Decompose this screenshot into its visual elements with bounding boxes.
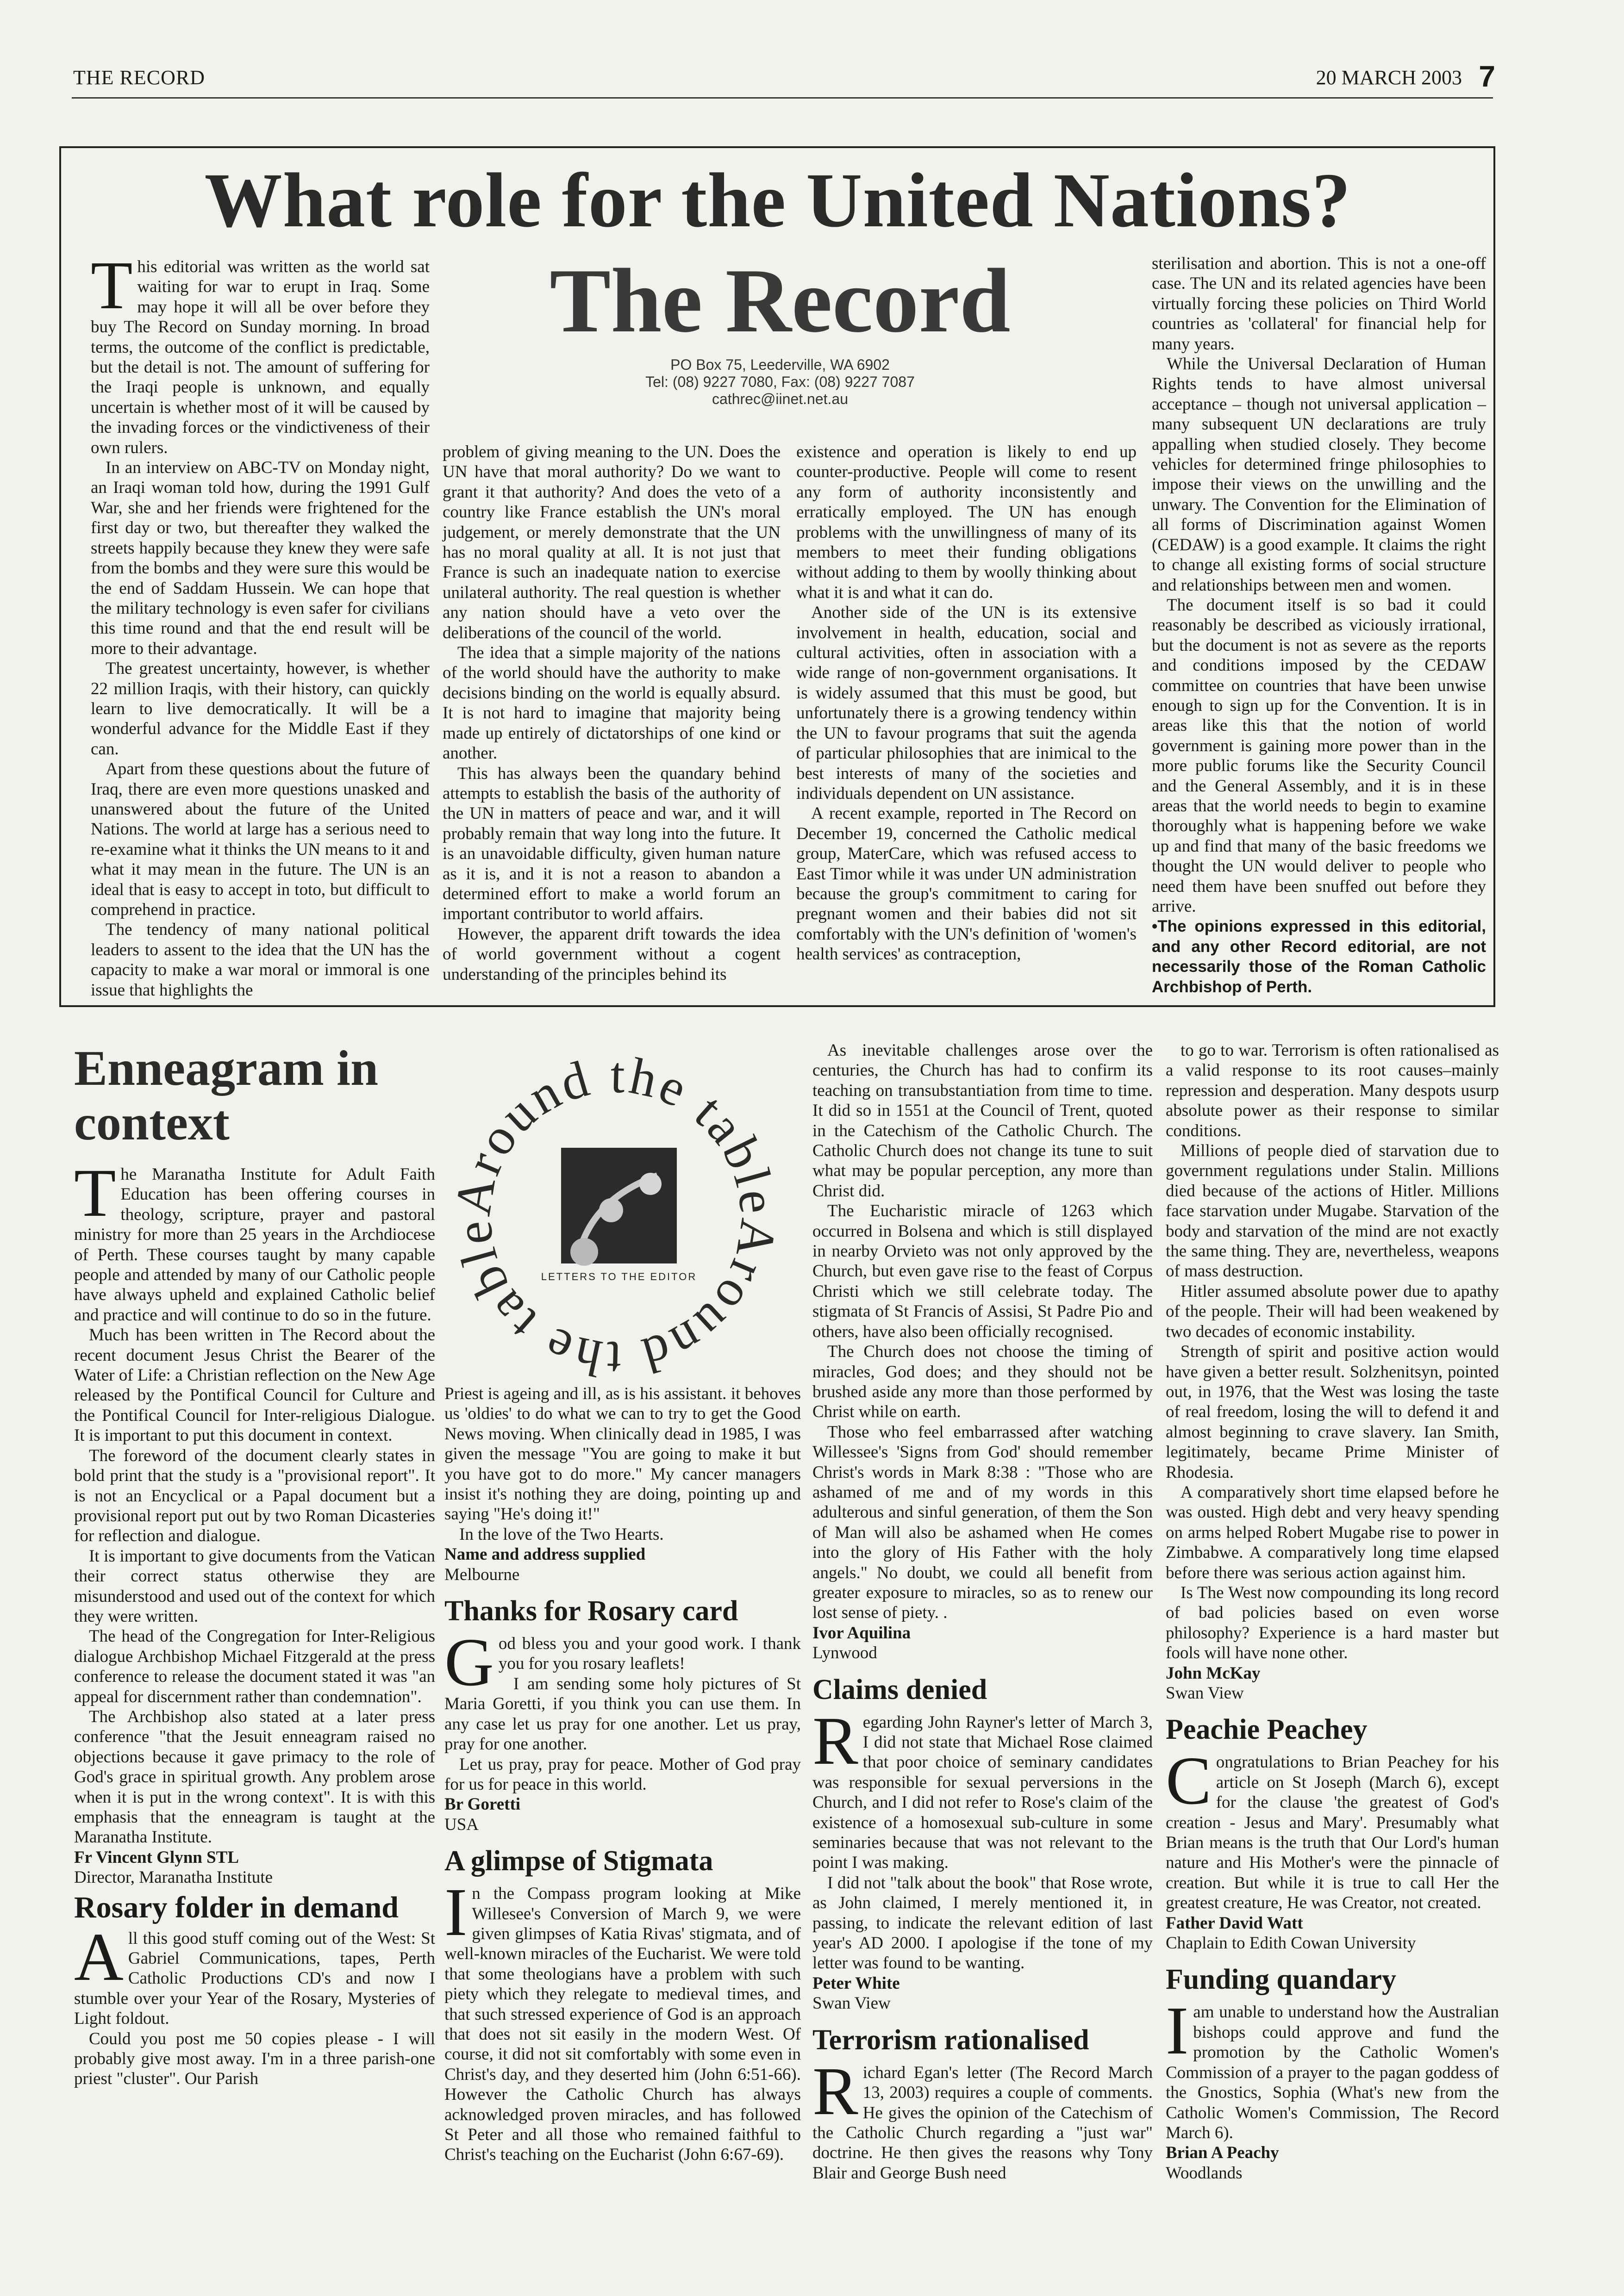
- editorial-paragraph: Another side of the UN is its extensive involvement in health, education, social and cultural activities, often in association with a wide range of non-government organisations. It is widely assumed that this must be good, but unfortunately there is a growing tendency within the UN to favour programs that suit the agenda of particular philosophies that are inimical to the best interests of many of the societies and individuals dependent on UN assistance.: [796, 603, 1137, 803]
- around-the-table-logo: [440, 1037, 792, 1379]
- letter-paragraph: A comparatively short time elapsed before he was ousted. High debt and very heavy spending on arms helped Robert Mugabe rise to power in Zimbabwe. A comparatively long time elapsed before there was serious action against him.: [1166, 1482, 1499, 1582]
- editorial-paragraph: sterilisation and abortion. This is not a one-off case. The UN and its related agencies have been virtually forcing these policies on Third World countries as 'collateral' for financial help for many years.: [1152, 254, 1486, 354]
- letter-paragraph: to go to war. Terrorism is often rationalised as a valid response to its root causes–mainly repression and desperation. Many despots usurp absolute power as their response to similar conditions.: [1166, 1041, 1499, 1140]
- letter-paragraph: I am unable to understand how the Australian bishops could approve and fund the promotion by the Catholic Women's Commission of a prayer to the pagan goddess of the Gnostics, Sophia (What's new from the Catholic Women's Commission, The Record March 6).: [1166, 1993, 1499, 2142]
- letters-column-a: [74, 1041, 435, 2089]
- letter-paragraph: Much has been written in The Record about the recent document Jesus Christ the Bearer of the Water of Life: a Christian reflection on the New Age released by the Pontifical Council for Culture and the Pontifical Council for Inter-religious Dialogue. It is important to put this document in context.: [74, 1325, 435, 1445]
- letter-paragraph: In the love of the Two Hearts.: [459, 1524, 664, 1544]
- page-number: 7: [1479, 60, 1495, 93]
- letter-paragraph: As inevitable challenges arose over the centuries, the Church has had to confirm its teaching on transubstantiation from time to time. It did so in 1551 at the Council of Trent, quoted in the Catechism of the Catholic Church. The Catholic Church does not change its tune to suit what may be popular perception, any more than Christ did.: [812, 1041, 1153, 1201]
- letters-column-c: [812, 1040, 1153, 2183]
- letter-paragraph: Millions of people died of starvation due to government regulations under Stalin. Millions died because of the actions of Hitler. Millions face starvation under Mugabe. Starvation of the body and starvation of the mind are not exactly the same thing. They are, nevertheless, weapons of mass destruction.: [1166, 1141, 1499, 1281]
- editorial-paragraph: Apart from these questions about the future of Iraq, there are even more questions unasked and unanswered about the future of the United Nations. The world at large has a serious need to re-examine what it thinks the UN means to it and what it may mean in the future. The UN is an ideal that is easy to accept in toto, but difficult to comprehend in practice.: [91, 759, 430, 919]
- logo-dot: [599, 1198, 623, 1222]
- letter-paragraph: The Maranatha Institute for Adult Faith Education has been offering courses in theology, scripture, prayer and pastoral ministry for more than 25 years in the Archdiocese of Perth. These courses taught by many capable people and attended by many of our Catholic people have always upheld and explained Catholic belief and practice and will continue to do so in the future.: [74, 1155, 435, 1325]
- letter-signature: Fr Vincent Glynn STL: [74, 1848, 239, 1867]
- editorial-column-2: [443, 442, 781, 984]
- masthead: The Record: [550, 250, 1011, 351]
- letter-paragraph: Hitler assumed absolute power due to apathy of the people. Their will had been weakened by two decades of economic instability.: [1166, 1282, 1499, 1341]
- thanks-rosary-headline: Thanks for Rosary card: [444, 1595, 738, 1627]
- letter-paragraph: Let us pray, pray for peace. Mother of God pray for us for peace in this world.: [444, 1755, 801, 1794]
- logo-dot: [570, 1238, 598, 1266]
- letter-place: Lynwood: [812, 1643, 877, 1663]
- editorial-paragraph: The document itself is so bad it could reasonably be described as viciously irrational, but the document is not as severe as the reports and conditions imposed by the CEDAW committee on countries that have been unwise enough to sign up for the Convention. It is in areas like this that the notion of world government is gaining more power than in the more public forums like the Security Council and the General Assembly, and it is in these areas that the world needs to begin to examine thoroughly what is happening before we wake up and find that many of the basic freedoms we thought the UN would deliver to people who need them have been snuffed out before they arrive.: [1152, 595, 1486, 916]
- ring-text-bottom: Around the table: [444, 1215, 788, 1379]
- contact-phone: Tel: (08) 9227 7080, Fax: (08) 9227 7087: [645, 373, 915, 390]
- editorial-column-1: [91, 248, 430, 1000]
- letter-paragraph: All this good stuff coming out of the West: St Gabriel Communications, tapes, Perth Catholic Productions CD's and now I stumble over your Year of the Rosary, Mysteries of Light foldout.: [74, 1919, 435, 2028]
- letter-paragraph: The foreword of the document clearly states in bold print that the study is a "provisional report". It is not an Encyclical or a Papal document but a provisional report put out by two Roman Dicasteries for reflection and dialogue.: [74, 1446, 435, 1546]
- editorial-paragraph: The tendency of many national political leaders to assent to the idea that the UN has the capacity to make a war moral or immoral is one issue that highlights the: [91, 920, 430, 1000]
- editorial-disclaimer: •The opinions expressed in this editorial, and any other Record editorial, are not necessarily those of the Roman Catholic Archbishop of Perth.: [1152, 917, 1486, 996]
- editorial-paragraph: This has always been the quandary behind attempts to establish the basis of the authority of the UN in matters of peace and war, and it will probably remain that way long into the future. It is an unavoidable difficulty, given human nature as it is, and it is not a reason to abandon a determined effort to make a world forum an important contributor to world affairs.: [443, 764, 781, 924]
- letter-paragraph: I am sending some holy pictures of St Maria Goretti, if you think you can use them. In any case let us pray for one another. Let us pray, pray for one another.: [444, 1674, 801, 1754]
- editorial-paragraph: A recent example, reported in The Record on December 19, concerned the Catholic medical group, MaterCare, which was refused access to East Timor while it was under UN administration because the group's commitment to caring for pregnant women and their babies did not sit comfortably with the UN's definition of 'women's health services' as contraception,: [796, 804, 1137, 964]
- letter-signature: John McKay: [1166, 1663, 1261, 1683]
- letters-column-b: [444, 1384, 801, 2165]
- around-the-table-graphic: [440, 1037, 792, 1379]
- editorial-paragraph: This editorial was written as the world sat waiting for war to erupt in Iraq. Some may hope it will all be over before they buy The Record on Sunday morning. In broad terms, the outcome of the conflict is predictable, but the detail is not. The amount of suffering for the Iraqi people is unknown, and equally uncertain is whether most of it will be caused by the invading forces or the vindictiveness of their own rulers.: [91, 248, 430, 457]
- letter-signature: Name and address supplied: [444, 1545, 646, 1564]
- editorial-column-3: [796, 442, 1137, 964]
- letters-column-d: [1166, 1040, 1499, 2183]
- letter-place: Swan View: [812, 1994, 891, 2013]
- letter-signature: Father David Watt: [1166, 1913, 1303, 1933]
- letter-paragraph: God bless you and your good work. I thank you for you rosary leaflets!: [444, 1624, 801, 1701]
- letter-signature: Peter White: [812, 1973, 900, 1993]
- editorial-paragraph: While the Universal Declaration of Human Rights tends to have almost universal acceptance – though not universal application – many subsequent UN declarations are truly appalling when studied closely. They become vehicles for determined fringe philosophies to impose their views on the unwilling and the unwary. The Convention for the Elimination of all forms of Discrimination against Women (CEDAW) is a good example. It claims the right to change all existing forms of social structure and relationships between men and women.: [1152, 355, 1486, 595]
- letter-place: Chaplain to Edith Cowan University: [1166, 1934, 1416, 1953]
- letter-paragraph: Richard Egan's letter (The Record March 13, 2003) requires a couple of comments. He gives the opinion of the Catechism of the Catholic Church regarding a "just war" doctrine. He then gives the reasons why Tony Blair and George Bush need: [812, 2053, 1153, 2183]
- contact-email: cathrec@iinet.net.au: [712, 391, 848, 407]
- letter-paragraph: It is important to give documents from the Vatican their correct status otherwise they are misunderstood and used out of the context for which they were written.: [74, 1546, 435, 1626]
- letter-place: USA: [444, 1815, 479, 1834]
- letter-signature: Ivor Aquilina: [812, 1623, 911, 1643]
- letter-paragraph: Strength of spirit and positive action would have given a better result. Solzhenitsyn, pointed out, in 1976, that the West was losing the taste of real freedom, losing the will to defend it and almost beginning to crave slavery. Ian Smith, legitimately, became Prime Minister of Rhodesia.: [1166, 1342, 1499, 1482]
- letter-paragraph: The Church does not choose the timing of miracles, God does; and they should not be brushed aside any more than those performed by Christ while on earth.: [812, 1342, 1153, 1422]
- logo-dot: [639, 1173, 662, 1195]
- contact-block: [544, 356, 1016, 408]
- letter-place: Woodlands: [1166, 2163, 1243, 2183]
- editorial-column-4: [1152, 254, 1486, 997]
- letter-signature: Br Goretti: [444, 1795, 521, 1814]
- funding-headline: Funding quandary: [1166, 1964, 1396, 1996]
- letter-paragraph: Is The West now compounding its long record of bad policies based on even worse philosophy? Experience is a hard master but fools will have none other.: [1166, 1583, 1499, 1663]
- letter-paragraph: Could you post me 50 copies please - I will probably give most away. I'm in a three parish-one priest "cluster". Our Parish: [74, 2029, 435, 2089]
- letter-place: Swan View: [1166, 1684, 1244, 1703]
- claims-denied-headline: Claims denied: [812, 1674, 987, 1705]
- letter-paragraph: Congratulations to Brian Peachey for his article on St Joseph (March 6), except for the clause 'the greatest of God's creation - Jesus and Mary'. Presumably what Brian means is the truth that Our Lord's human nature and His Mother's were the pinnacle of creation. But while it is true to call Her the greatest creature, He was Creator, not created.: [1166, 1743, 1499, 1913]
- peachie-headline: Peachie Peachey: [1166, 1714, 1368, 1746]
- letter-paragraph: Regarding John Rayner's letter of March 3, I did not state that Michael Rose claimed that poor choice of seminary candidates was responsible for sexual perversions in the Church, and I did not refer to Rose's claim of the existence of a homosexual sub-culture in some seminaries because that was not relevant to the point I was making.: [812, 1703, 1153, 1873]
- letter-paragraph: I did not "talk about the book" that Rose wrote, as John claimed, I merely mentioned it, in passing, to indicate the relevant edition of last year's AD 2000. I apologise if the tone of my letter was found to be wanting.: [812, 1873, 1153, 1973]
- letter-paragraph: The Eucharistic miracle of 1263 which occurred in Bolsena and which is still displayed in nearby Orvieto was not only approved by the Church, but even gave rise to the feast of Corpus Christi which we still celebrate today. The stigmata of St Francis of Assisi, St Padre Pio and others, have also been officially recognised.: [812, 1201, 1153, 1341]
- editorial-headline: What role for the United Nations?: [204, 157, 1351, 243]
- terrorism-headline: Terrorism rationalised: [812, 2024, 1089, 2056]
- running-header: [73, 60, 1499, 93]
- publication-name: THE RECORD: [73, 66, 205, 89]
- editorial-paragraph: existence and operation is likely to end up counter-productive. People will come to resent any form of authority inconsistently and erratically employed. The UN has enough problems with the unwillingness of many of its members to meet their funding obligations without adding to them by woolly thinking about what it is and what it can do.: [796, 442, 1137, 602]
- enneagram-headline: Enneagram in context: [74, 1041, 379, 1151]
- letter-paragraph: Priest is ageing and ill, as is his assistant. it behoves us 'oldies' to do what we can to try to get the Good News moving. When clinically dead in 1985, I was given the message "You are going to make it but you have got to do more." My cancer managers insist it's nothing they are doing, pointing up and saying "He's doing it!": [444, 1384, 801, 1524]
- letter-paragraph: The Archbishop also stated at a later press conference "that the Jesuit enneagram raised no objections because it gave primacy to the role of God's grace in spiritual growth. Any problem arose when it is put in the wrong context". It is with this emphasis that the enneagram is taught at the Maranatha Institute.: [74, 1707, 435, 1847]
- rosary-folder-headline: Rosary folder in demand: [74, 1890, 399, 1924]
- letter-paragraph: In the Compass program looking at Mike Willesee's Conversion of March 9, we were given glimpses of Katia Rivas' stigmata, and of well-known miracles of the Eucharist. We were told that some theologians have a problem with such piety which they relegate to medieval times, and that such stressed experience of God is an approach that does not sit easily in the modern West. Of course, it did not sit comfortably with some even in Christ's day, and they deserted him (John 6:51-66). However the Catholic Church has always acknowledged proven miracles, and has followed St Peter and all those who remained faithful to Christ's teaching on the Eucharist (John 6:67-69).: [444, 1874, 801, 2165]
- editorial-paragraph: However, the apparent drift towards the idea of world government without a cogent understanding of the principles behind its: [443, 924, 781, 984]
- issue-date: 20 MARCH 2003: [1316, 66, 1462, 89]
- editorial-paragraph: In an interview on ABC-TV on Monday night, an Iraqi woman told how, during the 1991 Gulf War, she and her friends were frightened for the first day or two, but thereafter they walked the streets happily because they knew they were safe from the bombs and they were sure this would be the end of Saddam Hussein. We can hope that the military technology is even safer for civilians this time round and that the end result will be more to their advantage.: [91, 458, 430, 658]
- editorial-paragraph: The greatest uncertainty, however, is whether 22 million Iraqis, with their history, can quickly learn to live democratically. It will be a wonderful advance for the Middle East if they can.: [91, 659, 430, 759]
- ring-text-top: Around the table: [443, 1046, 787, 1220]
- letter-paragraph: The head of the Congregation for Inter-Religious dialogue Archbishop Michael Fitzgerald at the press conference to release the document stated it was "an appeal for discernment rather than condemnation".: [74, 1627, 435, 1706]
- letter-signature-title: Director, Maranatha Institute: [74, 1868, 273, 1887]
- editorial-paragraph: problem of giving meaning to the UN. Does the UN have that moral authority? Do we want to grant it that authority? And does the veto of a country like France establish the UN's moral judgement, or merely demonstrate that the UN has no moral quality at all. It is not just that France is such an inadequate nation to exercise unilateral authority. The real question is whether any nation should have a veto over the deliberations of the council of the world.: [443, 442, 781, 642]
- letters-caption: LETTERS TO THE EDITOR: [541, 1271, 697, 1282]
- contact-address: PO Box 75, Leederville, WA 6902: [670, 356, 890, 373]
- letter-place: Melbourne: [444, 1565, 520, 1584]
- letter-signature: Brian A Peachy: [1166, 2143, 1279, 2163]
- header-rule: [72, 97, 1493, 99]
- editorial-paragraph: The idea that a simple majority of the nations of the world should have the authority to make decisions binding on the world is equally absurd. It is not hard to imagine that majority being made up entirely of dictatorships of one kind or another.: [443, 643, 781, 763]
- letter-paragraph: Those who feel embarrassed after watching Willessee's 'Signs from God' should remember Christ's words in Mark 8:38 : "Those who are ashamed of me and of my words in this adulterous and sinful generation, of them the Son of Man will also be ashamed when He comes into the glory of His Father with the holy angels." No doubt, we could all benefit from greater exposure to miracles, so as to renew our lost sense of piety. .: [812, 1422, 1153, 1623]
- stigmata-headline: A glimpse of Stigmata: [444, 1845, 713, 1877]
